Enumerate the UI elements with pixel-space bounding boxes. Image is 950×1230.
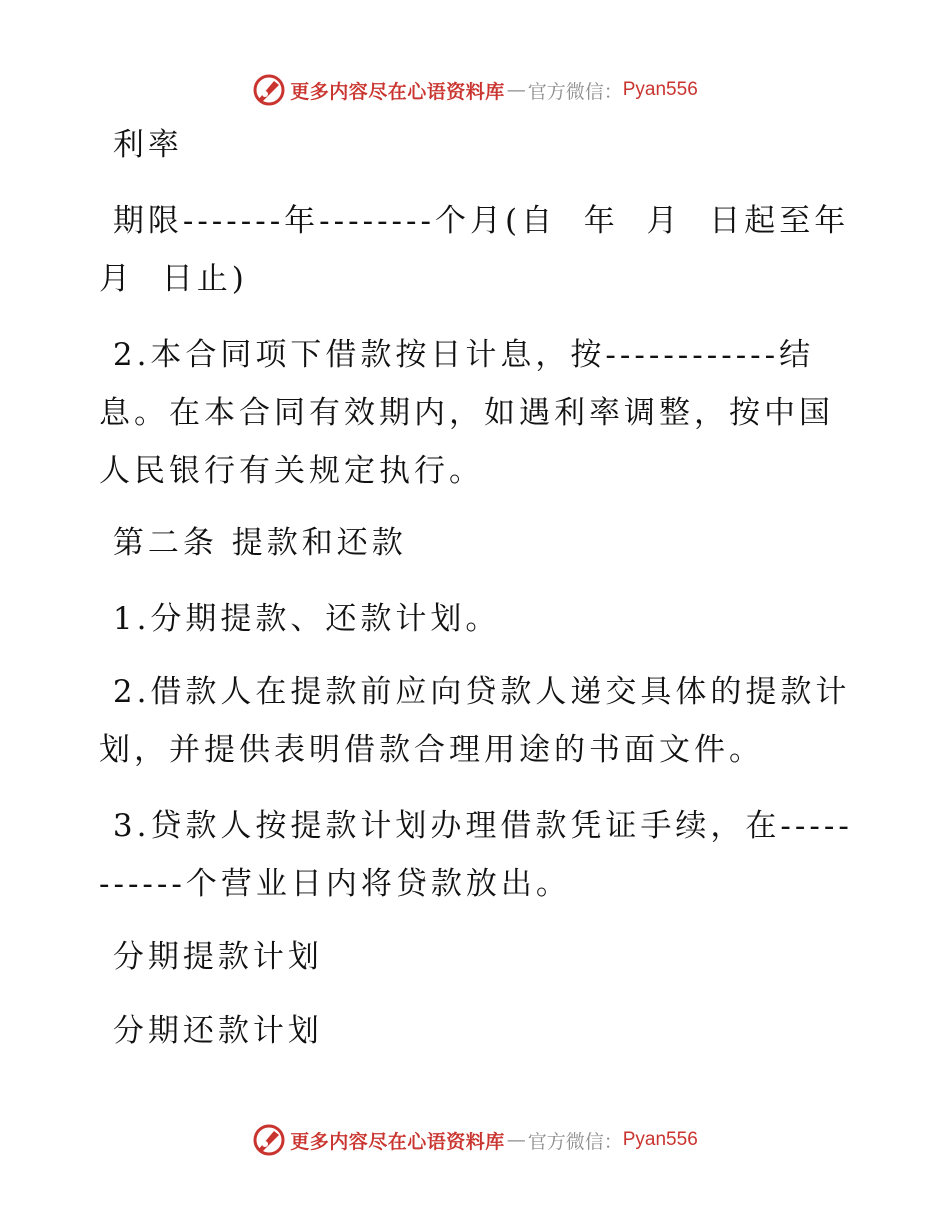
- footer-wechat-label: 官方微信：: [527, 1130, 623, 1153]
- paragraph-repayment-schedule: 分期还款计划: [99, 1013, 323, 1049]
- paragraph-item-1: 1.分期提款、还款计划。: [99, 601, 501, 637]
- header-wechat-id: Pyan556: [622, 79, 698, 100]
- header-wechat-label: 官方微信：: [527, 80, 623, 103]
- footer-separator: —: [506, 1129, 526, 1151]
- header-separator: —: [506, 79, 526, 101]
- pen-nib-logo-icon: [252, 1123, 286, 1157]
- header-site-text: 更多内容尽在心语资料库: [290, 80, 505, 103]
- footer-wechat-id: Pyan556: [622, 1129, 698, 1150]
- paragraph-interest-calculation: 2.本合同项下借款按日计息，按------------结息。在本合同有效期内，如遇利率调整，按中国人民银行有关规定执行。: [99, 337, 834, 489]
- header-watermark: [0, 68, 950, 112]
- paragraph-item-3: 3.贷款人按提款计划办理借款凭证手续，在-----------个营业日内将贷款放出。: [99, 808, 853, 902]
- paragraph-interest-rate: 利率: [99, 127, 183, 163]
- paragraph-drawdown-schedule: 分期提款计划: [99, 939, 323, 975]
- paragraph-term: 期限-------年--------个月(自 年 月 日起至年 月 日止): [99, 203, 877, 297]
- footer-site-text: 更多内容尽在心语资料库: [290, 1130, 505, 1153]
- section-heading-article-2: 第二条 提款和还款: [99, 525, 407, 561]
- paragraph-item-2: 2.借款人在提款前应向贷款人递交具体的提款计划，并提供表明借款合理用途的书面文件。: [99, 674, 851, 768]
- footer-watermark: [0, 1118, 950, 1162]
- pen-nib-logo-icon: [252, 73, 286, 107]
